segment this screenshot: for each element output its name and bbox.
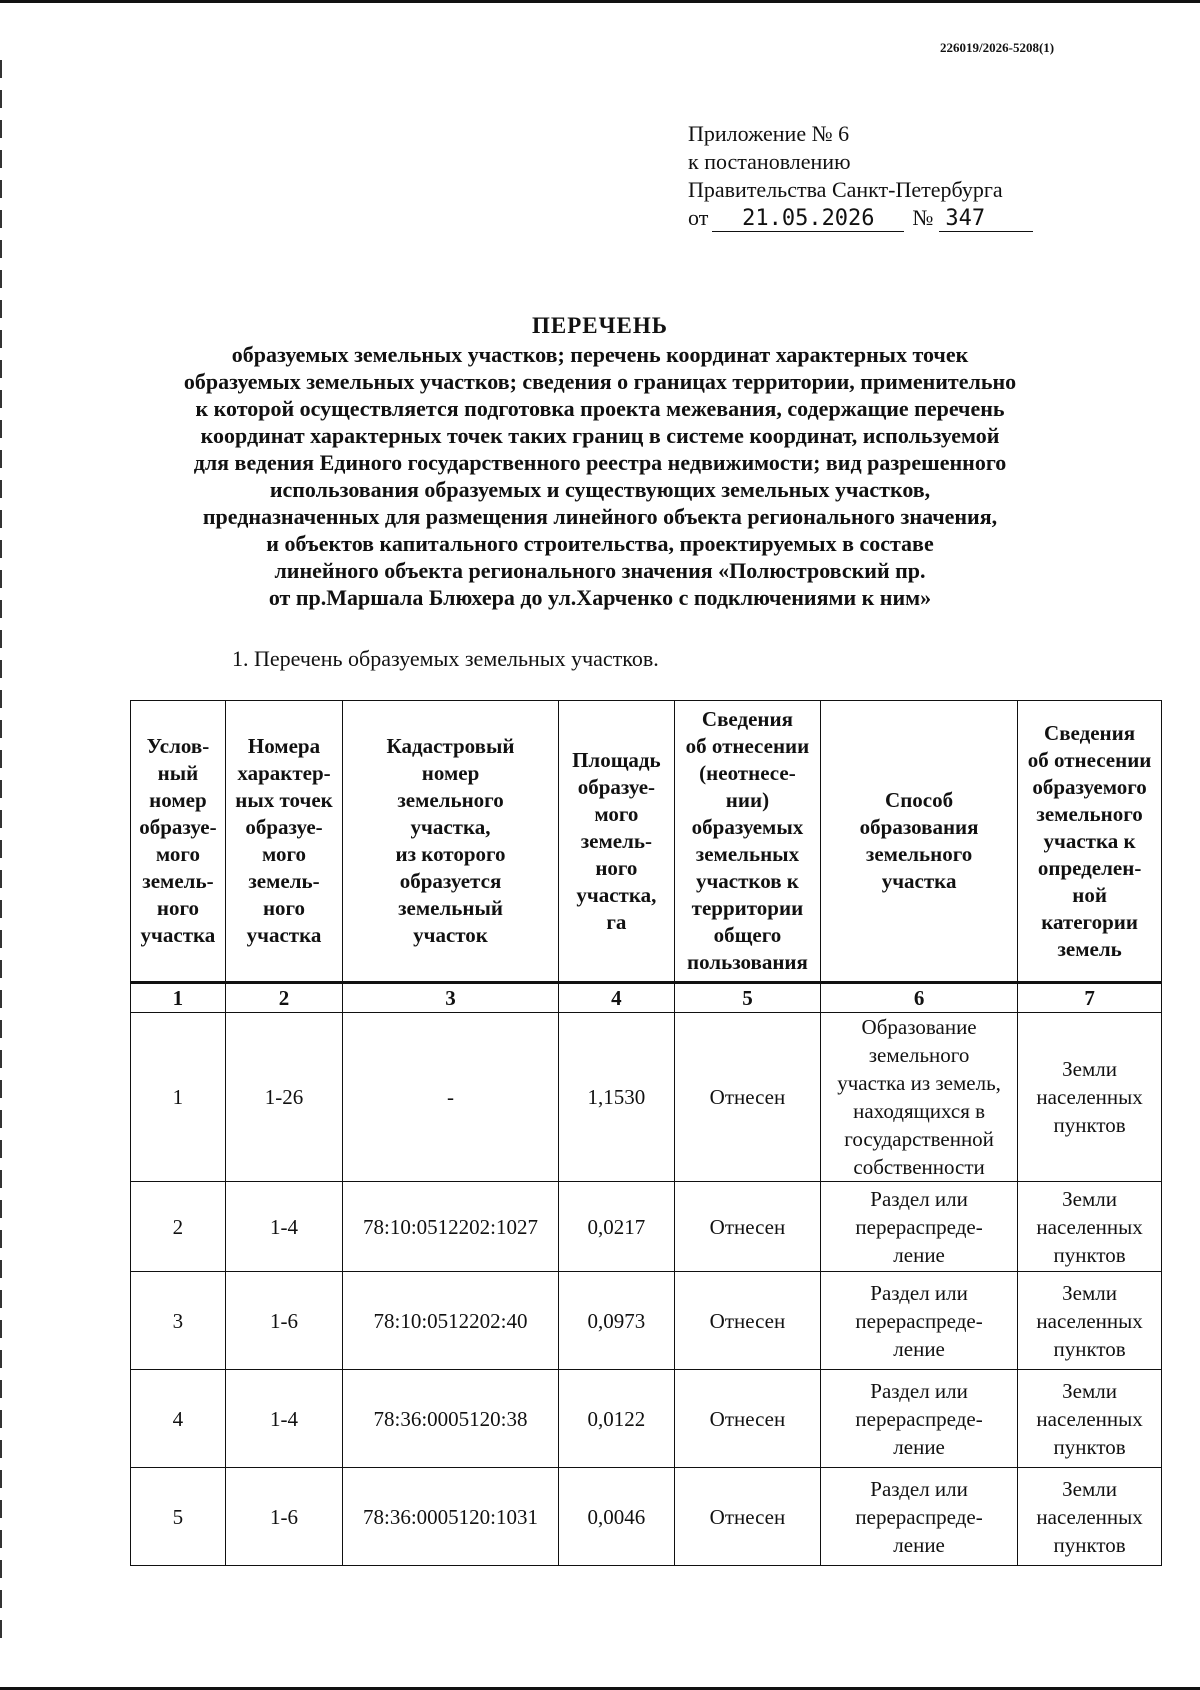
table-body xyxy=(131,1013,1162,1566)
cell-line: перераспреде- xyxy=(855,1214,983,1239)
parcel-number-cell: 1 xyxy=(131,1013,226,1182)
point-numbers-cell: 1-6 xyxy=(225,1272,342,1370)
document-id: 226019/2026-5208(1) xyxy=(940,40,1055,55)
header-line: нии) xyxy=(725,788,770,812)
header-line: земельных xyxy=(695,842,800,866)
public-territory-cell: Отнесен xyxy=(674,1013,820,1182)
formation-method-cell xyxy=(821,1013,1018,1182)
appendix-line-3: Правительства Санкт-Петербурга xyxy=(688,177,1003,202)
appendix-date-line xyxy=(688,204,1088,232)
header-line: земельного xyxy=(1036,801,1143,826)
land-category-cell xyxy=(1018,1272,1162,1370)
land-category-cell xyxy=(1018,1013,1162,1182)
header-line: земель- xyxy=(142,869,214,893)
column-number: 2 xyxy=(225,983,342,1013)
appendix-line-1: Приложение № 6 xyxy=(688,121,850,146)
date-prefix: от xyxy=(688,205,709,230)
cell-line: земельного xyxy=(868,1043,970,1067)
title-body xyxy=(150,341,1050,611)
title-line: для ведения Единого государственного реестра недвижимости; вид разрешенного xyxy=(193,450,1007,475)
header-line: категории xyxy=(1041,909,1138,934)
cell-line: участка из земель, xyxy=(837,1071,1001,1095)
formation-method-cell xyxy=(821,1272,1018,1370)
header-line: Площадь xyxy=(572,747,661,772)
header-line: участка к xyxy=(1043,828,1136,853)
cell-line: перераспреде- xyxy=(855,1406,983,1431)
cadastral-number-cell: 78:36:0005120:1031 xyxy=(343,1468,559,1566)
header-land-category xyxy=(1018,701,1162,983)
cell-line: Образование xyxy=(861,1015,977,1039)
area-cell: 0,0973 xyxy=(558,1272,674,1370)
header-line: земель- xyxy=(248,869,320,893)
cell-line: населенных xyxy=(1036,1214,1143,1239)
header-line: участка xyxy=(881,869,957,893)
cadastral-number-cell: - xyxy=(343,1013,559,1182)
header-line: участков к xyxy=(695,869,799,893)
table-row xyxy=(131,1468,1162,1566)
parcel-number-cell: 5 xyxy=(131,1468,226,1566)
title-line: и объектов капитального строительства, проектируемых в составе xyxy=(266,531,934,556)
land-category-cell xyxy=(1018,1370,1162,1468)
table-row xyxy=(131,1013,1162,1182)
cell-line: находящихся в xyxy=(853,1099,986,1123)
cell-line: ление xyxy=(893,1434,945,1459)
title-line: предназначенных для размещения линейного объекта регионального значения, xyxy=(202,504,998,529)
cell-line: Раздел или xyxy=(870,1186,968,1211)
header-line: земель- xyxy=(580,828,652,853)
cell-line: населенных xyxy=(1036,1406,1143,1431)
parcels-table xyxy=(130,700,1162,1566)
header-line: территории xyxy=(691,896,804,920)
public-territory-cell: Отнесен xyxy=(674,1272,820,1370)
header-line: образуемого xyxy=(1032,774,1147,799)
header-line: мого xyxy=(594,801,639,826)
header-line: ной xyxy=(1072,882,1107,907)
header-line: из которого xyxy=(395,842,506,866)
cell-line: перераспреде- xyxy=(855,1308,983,1333)
cell-line: населенных xyxy=(1036,1308,1143,1333)
table-header-row xyxy=(131,701,1162,983)
header-line: га xyxy=(606,909,627,934)
header-line: ного xyxy=(595,855,638,880)
cell-line: Земли xyxy=(1062,1057,1117,1081)
parcel-number-cell: 2 xyxy=(131,1182,226,1272)
header-line: образования xyxy=(859,815,979,839)
header-area xyxy=(558,701,674,983)
public-territory-cell: Отнесен xyxy=(674,1370,820,1468)
cell-line: пунктов xyxy=(1053,1336,1126,1361)
area-cell: 0,0217 xyxy=(558,1182,674,1272)
header-line: Услов- xyxy=(146,734,210,758)
scan-edge-top xyxy=(0,0,1200,3)
header-line: мого xyxy=(261,842,307,866)
header-line: образуе- xyxy=(577,774,656,799)
scan-edge-left xyxy=(0,60,2,1650)
header-cadastral-number xyxy=(343,701,559,983)
header-line: земельного xyxy=(397,788,504,812)
title-line: координат характерных точек таких границ в системе координат, используемой xyxy=(200,423,1000,448)
header-line: ный xyxy=(157,761,199,785)
column-number: 1 xyxy=(131,983,226,1013)
cell-line: пунктов xyxy=(1053,1113,1126,1137)
title-line: использования образуемых и существующих земельных участков, xyxy=(269,477,931,502)
formation-method-cell xyxy=(821,1182,1018,1272)
table-row xyxy=(131,1182,1162,1272)
cell-line: Земли xyxy=(1062,1476,1117,1501)
header-line: земельный xyxy=(398,896,503,920)
land-category-cell xyxy=(1018,1468,1162,1566)
land-category-cell xyxy=(1018,1182,1162,1272)
decree-date: 21.05.2026 xyxy=(712,207,904,232)
header-point-numbers xyxy=(225,701,342,983)
header-line: характер- xyxy=(237,761,331,785)
column-number: 5 xyxy=(674,983,820,1013)
header-parcel-number xyxy=(131,701,226,983)
header-line: участок xyxy=(413,923,488,947)
header-line: образуе- xyxy=(139,815,217,839)
area-cell: 1,1530 xyxy=(558,1013,674,1182)
cell-line: государственной xyxy=(844,1127,994,1151)
number-prefix: № xyxy=(912,205,934,230)
header-line: образуемых xyxy=(691,815,804,839)
appendix-block xyxy=(688,120,1088,232)
public-territory-cell: Отнесен xyxy=(674,1468,820,1566)
area-cell: 0,0122 xyxy=(558,1370,674,1468)
header-line: ного xyxy=(262,896,306,920)
header-line: об отнесении xyxy=(1027,747,1152,772)
document-title xyxy=(150,312,1050,611)
cell-line: Раздел или xyxy=(870,1378,968,1403)
header-formation-method xyxy=(821,701,1018,983)
column-number: 7 xyxy=(1018,983,1162,1013)
cell-line: ление xyxy=(893,1336,945,1361)
cell-line: пунктов xyxy=(1053,1434,1126,1459)
appendix-line-2: к постановлению xyxy=(688,149,851,174)
formation-method-cell xyxy=(821,1468,1018,1566)
header-line: номер xyxy=(421,761,480,785)
point-numbers-cell: 1-6 xyxy=(225,1468,342,1566)
header-line: участка, xyxy=(576,882,657,907)
cadastral-number-cell: 78:36:0005120:38 xyxy=(343,1370,559,1468)
column-number: 3 xyxy=(343,983,559,1013)
cell-line: перераспреде- xyxy=(855,1504,983,1529)
title-line: к которой осуществляется подготовка проекта межевания, содержащие перечень xyxy=(195,396,1005,421)
title-line: образуемых земельных участков; перечень координат характерных точек xyxy=(231,342,969,367)
header-line: земель xyxy=(1057,936,1122,961)
column-number: 6 xyxy=(821,983,1018,1013)
parcel-number-cell: 3 xyxy=(131,1272,226,1370)
public-territory-cell: Отнесен xyxy=(674,1182,820,1272)
point-numbers-cell: 1-26 xyxy=(225,1013,342,1182)
header-line: Сведения xyxy=(701,707,793,731)
header-line: об отнесении xyxy=(685,734,810,758)
header-line: образуется xyxy=(399,869,502,893)
parcel-number-cell: 4 xyxy=(131,1370,226,1468)
point-numbers-cell: 1-4 xyxy=(225,1370,342,1468)
title-line: от пр.Маршала Блюхера до ул.Харченко с подключениями к ним» xyxy=(268,585,932,610)
header-line: участка xyxy=(246,923,322,947)
header-line: определен- xyxy=(1037,855,1142,880)
cell-line: ление xyxy=(893,1532,945,1557)
header-line: ного xyxy=(156,896,199,920)
header-line: мого xyxy=(155,842,200,866)
header-line: Номера xyxy=(247,734,321,758)
point-numbers-cell: 1-4 xyxy=(225,1182,342,1272)
cell-line: Раздел или xyxy=(870,1476,968,1501)
column-number: 4 xyxy=(558,983,674,1013)
section-heading: 1. Перечень образуемых земельных участков. xyxy=(232,646,659,671)
header-line: (неотнесе- xyxy=(699,761,796,785)
cell-line: Раздел или xyxy=(870,1280,968,1305)
cell-line: Земли xyxy=(1062,1280,1117,1305)
header-line: Кадастровый xyxy=(386,734,515,758)
table-row xyxy=(131,1272,1162,1370)
cell-line: населенных xyxy=(1036,1085,1143,1109)
decree-number: 347 xyxy=(939,207,1033,232)
header-line: Способ xyxy=(885,788,954,812)
cell-line: пунктов xyxy=(1053,1532,1126,1557)
cadastral-number-cell: 78:10:0512202:1027 xyxy=(343,1182,559,1272)
cell-line: населенных xyxy=(1036,1504,1143,1529)
area-cell: 0,0046 xyxy=(558,1468,674,1566)
header-line: номер xyxy=(149,788,207,812)
header-public-territory xyxy=(674,701,820,983)
cell-line: Земли xyxy=(1062,1378,1117,1403)
title-line: линейного объекта регионального значения «Полюстровский пр. xyxy=(274,558,926,583)
header-line: участка, xyxy=(410,815,491,839)
header-line: ных точек xyxy=(235,788,333,812)
header-line: общего xyxy=(713,923,782,947)
title-line: образуемых земельных участков; сведения о границах территории, применительно xyxy=(183,369,1017,394)
table-column-numbers-row xyxy=(131,983,1162,1013)
cell-line: Земли xyxy=(1062,1186,1117,1211)
title-heading: ПЕРЕЧЕНЬ xyxy=(532,313,668,338)
header-line: участка xyxy=(140,923,216,947)
table-row xyxy=(131,1370,1162,1468)
cell-line: пунктов xyxy=(1053,1242,1126,1267)
header-line: Сведения xyxy=(1044,720,1136,745)
cell-line: собственности xyxy=(853,1155,985,1179)
formation-method-cell xyxy=(821,1370,1018,1468)
header-line: образуе- xyxy=(245,815,323,839)
header-line: пользования xyxy=(686,950,808,974)
cadastral-number-cell: 78:10:0512202:40 xyxy=(343,1272,559,1370)
header-line: земельного xyxy=(865,842,973,866)
cell-line: ление xyxy=(893,1242,945,1267)
